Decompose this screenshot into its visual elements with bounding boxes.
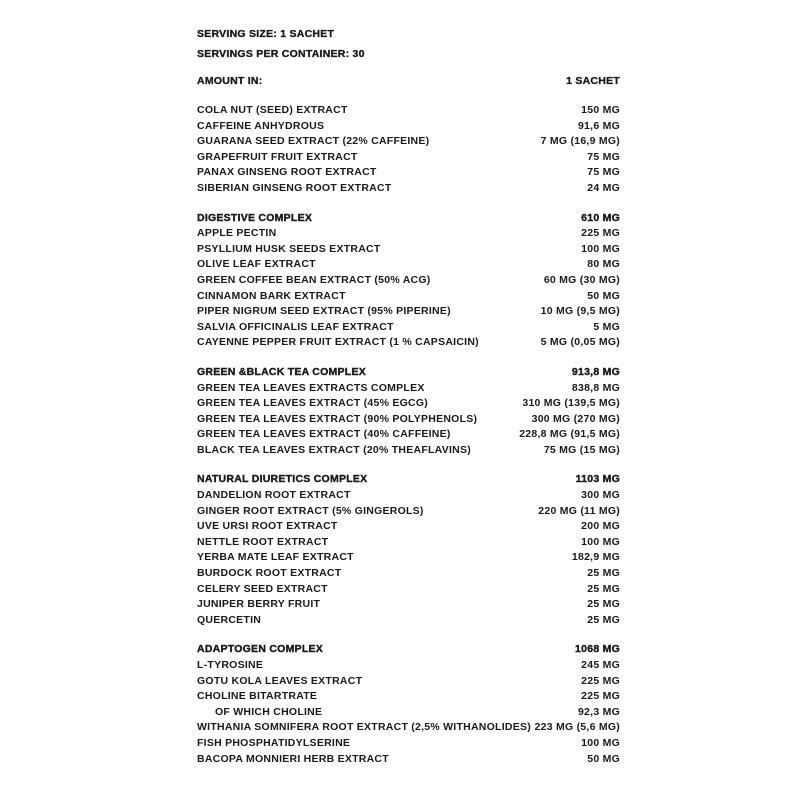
ingredient-amount: 100 MG bbox=[581, 242, 620, 255]
ingredient-name: BACOPA MONNIERI HERB EXTRACT bbox=[197, 752, 389, 765]
ingredient-row bbox=[197, 705, 620, 721]
ingredient-amount: 75 MG bbox=[587, 166, 620, 179]
servings-per-container-line bbox=[197, 44, 620, 64]
ingredient-name: FISH PHOSPHATIDYLSERINE bbox=[197, 736, 351, 749]
ingredient-amount: 100 MG bbox=[581, 535, 620, 548]
ingredient-amount: 7 MG (16,9 MG) bbox=[540, 135, 620, 148]
ingredient-amount: 50 MG bbox=[587, 289, 620, 302]
ingredient-row bbox=[197, 674, 620, 690]
ingredient-name: GREEN TEA LEAVES EXTRACT (40% CAFFEINE) bbox=[197, 428, 451, 441]
amount-column-label: 1 SACHET bbox=[566, 75, 620, 87]
ingredient-row bbox=[197, 582, 620, 598]
ingredient-amount: 310 MG (139,5 MG) bbox=[522, 397, 620, 410]
ingredient-amount: 300 MG bbox=[581, 489, 620, 502]
ingredient-amount: 225 MG bbox=[581, 690, 620, 703]
ingredient-name: GRAPEFRUIT FRUIT EXTRACT bbox=[197, 150, 358, 163]
supplement-facts-panel bbox=[197, 24, 620, 767]
ingredient-amount: 228,8 MG (91,5 MG) bbox=[519, 428, 620, 441]
ingredient-name: CELERY SEED EXTRACT bbox=[197, 582, 328, 595]
ingredient-row bbox=[197, 566, 620, 582]
section-title: NATURAL DIURETICS COMPLEX bbox=[197, 473, 368, 486]
ingredient-row bbox=[197, 752, 620, 768]
ingredient-name: BLACK TEA LEAVES EXTRACT (20% THEAFLAVINS) bbox=[197, 443, 471, 456]
ingredient-amount: 25 MG bbox=[587, 582, 620, 595]
ingredient-name: GREEN TEA LEAVES EXTRACTS COMPLEX bbox=[197, 381, 425, 394]
ingredient-name: GREEN TEA LEAVES EXTRACT (45% EGCG) bbox=[197, 397, 429, 410]
ingredient-amount: 225 MG bbox=[581, 227, 620, 240]
ingredient-row bbox=[197, 550, 620, 566]
ingredient-name: GUARANA SEED EXTRACT (22% CAFFEINE) bbox=[197, 135, 430, 148]
ingredient-name: BURDOCK ROOT EXTRACT bbox=[197, 567, 342, 580]
ingredient-amount: 182,9 MG bbox=[571, 551, 620, 564]
ingredient-row bbox=[197, 535, 620, 551]
ingredient-row bbox=[197, 226, 620, 242]
ingredient-row bbox=[197, 613, 620, 629]
ingredient-name: UVE URSI ROOT EXTRACT bbox=[197, 520, 338, 533]
ingredient-amount: 300 MG (270 MG) bbox=[531, 412, 620, 425]
ingredient-row bbox=[197, 488, 620, 504]
ingredient-amount: 150 MG bbox=[581, 104, 620, 116]
ingredient-row bbox=[197, 427, 620, 443]
ingredient-row bbox=[197, 335, 620, 351]
ingredient-section bbox=[197, 642, 620, 767]
section-title: DIGESTIVE COMPLEX bbox=[197, 211, 313, 224]
ingredient-amount: 25 MG bbox=[587, 613, 620, 626]
section-title: ADAPTOGEN COMPLEX bbox=[197, 643, 323, 656]
section-rows bbox=[197, 103, 620, 197]
amount-header-row bbox=[197, 73, 620, 89]
ingredient-name: SALVIA OFFICINALIS LEAF EXTRACT bbox=[197, 320, 394, 333]
ingredient-row bbox=[197, 257, 620, 273]
ingredient-amount: 100 MG bbox=[581, 736, 620, 749]
ingredient-row bbox=[197, 103, 620, 119]
ingredient-row bbox=[197, 658, 620, 674]
ingredient-name: GINGER ROOT EXTRACT (5% GINGEROLS) bbox=[197, 504, 424, 517]
serving-size-line bbox=[197, 24, 620, 44]
ingredient-section bbox=[197, 211, 620, 351]
ingredient-row bbox=[197, 119, 620, 135]
ingredient-amount: 5 MG (0,05 MG) bbox=[540, 336, 620, 349]
ingredient-row bbox=[197, 289, 620, 305]
ingredient-name: OLIVE LEAF EXTRACT bbox=[197, 258, 316, 271]
ingredient-amount: 60 MG (30 MG) bbox=[543, 273, 620, 286]
ingredient-row bbox=[197, 504, 620, 520]
ingredient-amount: 220 MG (11 MG) bbox=[538, 504, 620, 517]
ingredient-amount: 223 MG (5,6 MG) bbox=[534, 721, 620, 734]
ingredient-name: DANDELION ROOT EXTRACT bbox=[197, 489, 351, 502]
ingredient-name: PSYLLIUM HUSK SEEDS EXTRACT bbox=[197, 242, 381, 255]
ingredient-section bbox=[197, 365, 620, 459]
ingredient-row bbox=[197, 597, 620, 613]
ingredient-amount: 24 MG bbox=[587, 181, 620, 194]
ingredient-row bbox=[197, 304, 620, 320]
ingredient-row bbox=[197, 412, 620, 428]
ingredient-amount: 50 MG bbox=[587, 752, 620, 765]
ingredient-name: CHOLINE BITARTRATE bbox=[197, 690, 318, 703]
amount-in-label: AMOUNT IN: bbox=[197, 75, 263, 87]
section-total: 913,8 MG bbox=[571, 365, 620, 378]
section-rows bbox=[197, 488, 620, 628]
section-header bbox=[197, 211, 620, 227]
ingredient-section bbox=[197, 103, 620, 197]
ingredient-amount: 75 MG (15 MG) bbox=[543, 443, 620, 456]
ingredient-row bbox=[197, 689, 620, 705]
ingredient-row bbox=[197, 736, 620, 752]
ingredient-name: GREEN TEA LEAVES EXTRACT (90% POLYPHENOLS) bbox=[197, 412, 478, 425]
ingredient-amount: 225 MG bbox=[581, 674, 620, 687]
ingredient-name: NETTLE ROOT EXTRACT bbox=[197, 535, 329, 548]
ingredient-amount: 200 MG bbox=[581, 520, 620, 533]
ingredient-row bbox=[197, 150, 620, 166]
ingredient-name: GREEN COFFEE BEAN EXTRACT (50% ACG) bbox=[197, 273, 431, 286]
section-rows bbox=[197, 658, 620, 767]
ingredient-name: COLA NUT (SEED) EXTRACT bbox=[197, 104, 348, 116]
ingredient-section bbox=[197, 472, 620, 628]
ingredient-name: L-TYROSINE bbox=[197, 659, 264, 671]
ingredient-amount: 10 MG (9,5 MG) bbox=[540, 305, 620, 318]
ingredient-row bbox=[197, 181, 620, 197]
section-rows bbox=[197, 381, 620, 459]
section-total: 610 MG bbox=[581, 211, 620, 224]
ingredient-name: YERBA MATE LEAF EXTRACT bbox=[197, 551, 354, 564]
ingredient-amount: 838,8 MG bbox=[571, 381, 620, 394]
ingredient-amount: 92,3 MG bbox=[577, 705, 620, 718]
servings-per-container-text: SERVINGS PER CONTAINER: 30 bbox=[197, 48, 365, 60]
ingredient-amount: 75 MG bbox=[587, 150, 620, 163]
section-header bbox=[197, 642, 620, 658]
section-total: 1068 MG bbox=[575, 643, 620, 656]
section-title: GREEN &BLACK TEA COMPLEX bbox=[197, 365, 366, 378]
ingredient-name: WITHANIA SOMNIFERA ROOT EXTRACT (2,5% WITHANOLIDES) bbox=[197, 721, 531, 734]
serving-size-text: SERVING SIZE: 1 SACHET bbox=[197, 28, 335, 40]
ingredient-name: CINNAMON BARK EXTRACT bbox=[197, 289, 346, 302]
ingredient-amount: 245 MG bbox=[581, 659, 620, 671]
section-rows bbox=[197, 226, 620, 351]
ingredient-row bbox=[197, 720, 620, 736]
ingredient-name: CAYENNE PEPPER FRUIT EXTRACT (1 % CAPSAICIN) bbox=[197, 336, 479, 349]
section-header bbox=[197, 472, 620, 488]
ingredient-row bbox=[197, 396, 620, 412]
ingredient-name: CAFFEINE ANHYDROUS bbox=[197, 119, 325, 132]
ingredient-amount: 80 MG bbox=[587, 258, 620, 271]
ingredient-name: PIPER NIGRUM SEED EXTRACT (95% PIPERINE) bbox=[197, 305, 451, 318]
ingredient-row bbox=[197, 165, 620, 181]
ingredient-row bbox=[197, 381, 620, 397]
ingredient-name: OF WHICH CHOLINE bbox=[215, 705, 323, 718]
ingredient-row bbox=[197, 273, 620, 289]
section-total: 1103 MG bbox=[575, 473, 620, 486]
ingredient-row bbox=[197, 519, 620, 535]
ingredient-name: SIBERIAN GINSENG ROOT EXTRACT bbox=[197, 181, 392, 194]
ingredient-amount: 91,6 MG bbox=[577, 119, 620, 132]
ingredient-amount: 5 MG bbox=[593, 320, 620, 333]
ingredient-amount: 25 MG bbox=[587, 598, 620, 611]
section-header bbox=[197, 365, 620, 381]
ingredient-name: JUNIPER BERRY FRUIT bbox=[197, 598, 321, 611]
ingredient-row bbox=[197, 242, 620, 258]
ingredient-row bbox=[197, 320, 620, 336]
ingredient-name: APPLE PECTIN bbox=[197, 227, 277, 240]
ingredient-row bbox=[197, 134, 620, 150]
ingredient-amount: 25 MG bbox=[587, 567, 620, 580]
ingredient-sections bbox=[197, 103, 620, 767]
ingredient-name: QUERCETIN bbox=[197, 613, 262, 626]
ingredient-name: PANAX GINSENG ROOT EXTRACT bbox=[197, 166, 377, 179]
ingredient-row bbox=[197, 443, 620, 459]
ingredient-name: GOTU KOLA LEAVES EXTRACT bbox=[197, 674, 363, 687]
